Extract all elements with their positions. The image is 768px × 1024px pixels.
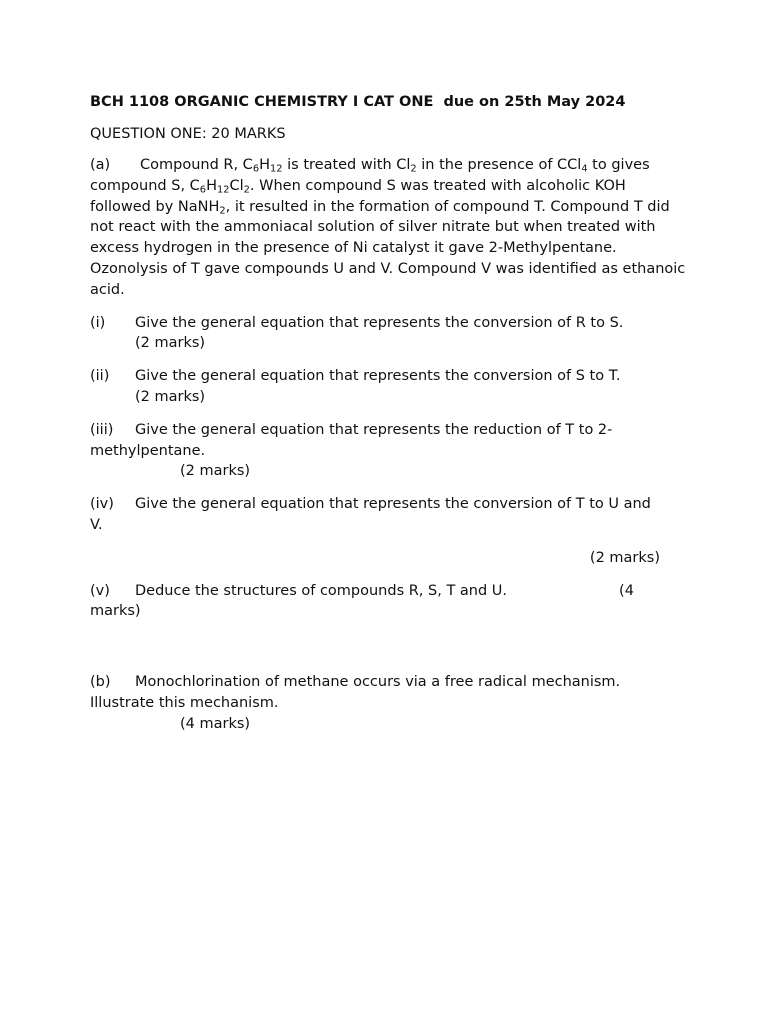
part-a-text: in the presence of CCl <box>416 157 582 173</box>
part-a-text: , it resulted in the formation of compound T. Compound T did not react with the ammoniacal solution of silver nitrate but when treated with excess hydrogen in the presence of Ni catalyst it gave 2-Methylpentane. Ozonolysis of T gave compounds U and V. Compound V was identified as ethanoic acid. <box>90 198 686 298</box>
item-text: Give the general equation that represents the reduction of T to 2- <box>135 421 613 438</box>
item-label: (v) <box>90 582 110 599</box>
item-iii <box>90 420 690 482</box>
part-b-text: Monochlorination of methane occurs via a free radical mechanism. <box>135 674 621 691</box>
part-a-text: H <box>259 157 270 173</box>
part-a-label: (a) <box>90 157 111 173</box>
item-label: (iii) <box>90 421 114 438</box>
item-i <box>90 313 690 355</box>
item-label: (ii) <box>90 368 110 385</box>
part-b <box>90 672 690 734</box>
part-a-text: to gives compound S, C <box>90 157 650 194</box>
item-text: Give the general equation that represents the conversion of R to S. <box>135 314 624 331</box>
subscript: 2 <box>243 184 250 196</box>
item-label: (iv) <box>90 496 114 513</box>
item-text: Give the general equation that represents the conversion of T to U and <box>135 496 651 513</box>
item-continuation: V. <box>90 516 103 533</box>
item-text-body: Deduce the structures of compounds R, S, T and U. <box>135 582 508 599</box>
part-b-marks: (4 marks) <box>180 715 251 732</box>
part-a-text: H <box>206 177 217 194</box>
item-v <box>90 581 690 623</box>
item-continuation: marks) <box>90 603 141 620</box>
subscript: 6 <box>199 184 207 196</box>
subscript: 12 <box>269 163 283 175</box>
item-text: Give the general equation that represents the conversion of S to T. <box>135 368 621 385</box>
part-a-paragraph <box>90 155 690 301</box>
subscript: 6 <box>252 163 260 175</box>
item-marks: (2 marks) <box>180 463 251 480</box>
subscript: 2 <box>410 163 417 175</box>
item-text <box>135 581 690 602</box>
part-a-text: is treated with Cl <box>282 157 411 173</box>
part-b-label: (b) <box>90 674 111 691</box>
exam-page <box>90 92 690 735</box>
part-a-text: Compound R, C <box>140 157 253 173</box>
item-marks: (2 marks) <box>589 549 660 566</box>
part-b-continuation: Illustrate this mechanism. <box>90 694 279 711</box>
part-a-text: Cl <box>229 177 244 194</box>
item-marks: (2 marks) <box>135 335 206 352</box>
item-iv <box>90 494 690 536</box>
item-continuation: methylpentane. <box>90 442 206 459</box>
subscript: 4 <box>581 163 588 175</box>
item-label: (i) <box>90 314 106 331</box>
subscript: 2 <box>219 205 226 217</box>
question-heading: QUESTION ONE: 20 MARKS <box>90 126 286 142</box>
item-marks: (4 <box>619 582 634 599</box>
part-a-text: . When compound S was treated with alcoholic KOH followed by NaNH <box>90 177 626 215</box>
subscript: 12 <box>216 184 230 196</box>
item-ii <box>90 366 690 408</box>
item-marks: (2 marks) <box>135 388 206 405</box>
page-title: BCH 1108 ORGANIC CHEMISTRY I CAT ONE due on 25th May 2024 <box>90 94 626 110</box>
